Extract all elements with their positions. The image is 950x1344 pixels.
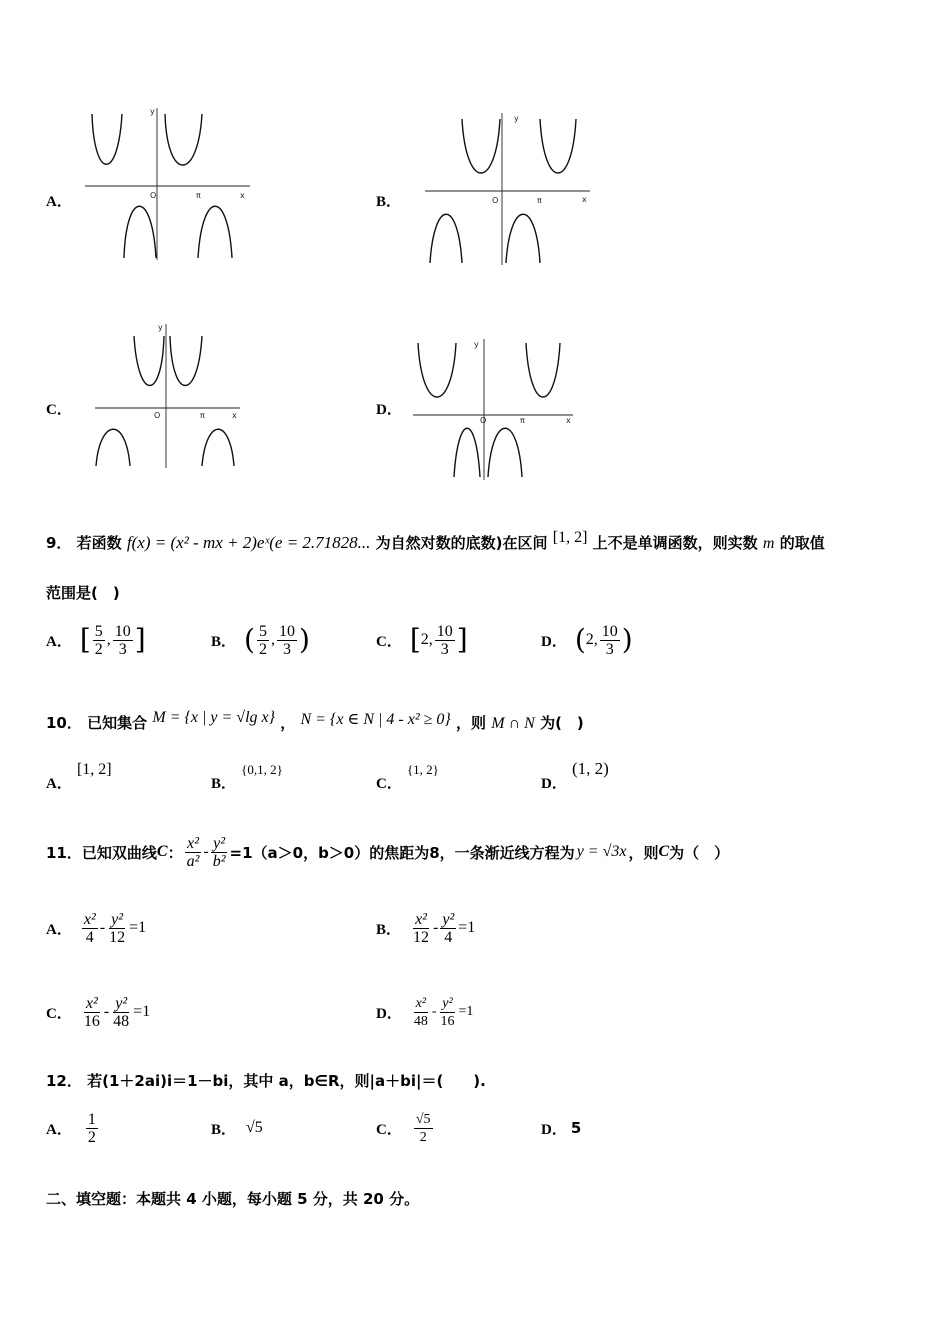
question-text: 若函数	[76, 534, 122, 552]
question-12	[46, 1070, 486, 1091]
origin-label: O	[150, 191, 157, 200]
q11-option-d: D． $\frac{\text{x²}}{48}$ - $\frac{\text{y²}}{16}$ =1	[376, 995, 474, 1029]
option-value: √5	[246, 1119, 263, 1136]
q10-option-c	[376, 758, 439, 792]
option-value: (1, 2)	[571, 759, 609, 778]
denominator: 12	[109, 928, 126, 946]
equals-one: =1	[458, 1004, 474, 1019]
graph-c	[90, 318, 250, 478]
option-value: [1, 2]	[76, 761, 112, 778]
q11-option-b: B． $\frac{\text{x²}}{12}$ - $\frac{\text{y²}}{4}$ =1	[376, 910, 476, 946]
question-text: ，则	[628, 843, 659, 862]
q9-option-b: B． ( $\frac{5}{2}$ , $\frac{10}{3}$ )	[211, 622, 310, 658]
q10-option-a	[46, 758, 112, 792]
numerator: x²	[85, 994, 98, 1012]
numerator: 10	[278, 622, 295, 640]
axis-y-label: y	[474, 340, 479, 349]
question-text: 为自然对数的底数)在区间	[375, 534, 548, 552]
option-label: D．	[541, 776, 567, 792]
numerator: y²	[115, 994, 128, 1012]
q10-option-d	[541, 758, 609, 792]
denominator: b²	[212, 852, 226, 870]
question-text: 已知双曲线	[81, 843, 157, 862]
q11-option-c: C． $\frac{\text{x²}}{16}$ - $\frac{\text{y²}}{48}$ =1	[46, 994, 151, 1030]
denominator: 48	[413, 1013, 428, 1029]
question-11: 11． 已知双曲线 C ： $\frac{\text{x²}}{\text{a²}}$ - $\frac{\text{y²}}{\text{b²}}$ =1（a＞0，b＞0）的焦距为8，一条渐近线方程为 y = √3x ，则 C 为（ ）	[46, 834, 730, 870]
option-value: {1, 2}	[406, 762, 439, 777]
numerator: 10	[436, 622, 453, 640]
q12-option-d	[541, 1104, 581, 1152]
denominator: a²	[186, 852, 200, 870]
punctuation: ，	[280, 714, 296, 732]
numerator: 10	[114, 622, 131, 640]
pi-label: π	[537, 196, 542, 205]
question-number: 12．	[46, 1072, 82, 1090]
question-number: 11．	[46, 843, 82, 862]
question-number: 9．	[46, 534, 72, 552]
denominator: 48	[113, 1012, 130, 1030]
axis-y-label: y	[158, 323, 163, 332]
option-label: C．	[376, 776, 402, 792]
numerator: 1	[87, 1110, 96, 1128]
option-a-label: A．	[46, 194, 72, 210]
denominator: 2	[94, 640, 103, 658]
denominator: 3	[282, 640, 291, 658]
option-value: {0,1, 2}	[241, 762, 283, 777]
denominator: 16	[83, 1012, 100, 1030]
numerator: y²	[442, 910, 455, 928]
bracket: [	[409, 623, 421, 656]
numerator: y²	[213, 834, 226, 852]
graph-b	[420, 105, 600, 275]
denominator: 16	[440, 1013, 455, 1029]
option-label: D．	[541, 633, 567, 650]
bracket: [	[79, 623, 91, 656]
section-heading: 二、填空题：本题共 4 小题，每小题 5 分，共 20 分。	[46, 1190, 420, 1208]
option-label: B．	[376, 921, 402, 938]
asymptote-expression: y = √3x	[576, 843, 627, 860]
option-label: A．	[46, 921, 72, 938]
numerator: 5	[258, 622, 267, 640]
bracket: ]	[134, 623, 146, 656]
option-label: A．	[46, 776, 72, 792]
question-number: 10．	[46, 714, 82, 732]
option-label: B．	[211, 776, 237, 792]
graph-d	[408, 335, 578, 485]
question-text: 为（ ）	[669, 843, 730, 862]
option-label: D．	[541, 1121, 567, 1138]
graph-a	[80, 100, 260, 270]
option-b-label: B．	[376, 194, 402, 210]
axis-x-label: x	[582, 195, 587, 204]
question-10	[46, 709, 584, 733]
numerator: √5	[415, 1111, 431, 1127]
variable: m	[762, 535, 775, 552]
option-label: C．	[376, 1121, 402, 1138]
option-label: B．	[211, 1121, 237, 1138]
question-text: ，则	[456, 714, 487, 732]
origin-label: O	[480, 416, 487, 425]
curve-name: C	[658, 843, 670, 860]
denominator: 2	[87, 1128, 96, 1146]
interval-expression: [1, 2]	[552, 529, 588, 546]
numerator: x²	[83, 910, 96, 928]
pi-label: π	[196, 191, 201, 200]
q12-option-a	[46, 1104, 100, 1152]
q9-option-d	[541, 615, 633, 665]
numerator: x²	[415, 995, 427, 1011]
option-label: C．	[376, 633, 402, 650]
q12-option-c	[376, 1104, 435, 1152]
option-value: 5	[570, 1119, 582, 1137]
option-label: B．	[211, 633, 237, 650]
option-c-label: C．	[46, 402, 72, 418]
set-n-expression: N = {x ∈ N | 4 - x² ≥ 0}	[300, 711, 451, 728]
question-text: 已知集合	[87, 714, 148, 732]
axis-x-label: x	[566, 416, 571, 425]
q11-option-a: A． $\frac{\text{x²}}{4}$ - $\frac{\text{y²}}{12}$ =1	[46, 910, 147, 946]
numerator: x²	[415, 910, 427, 928]
question-text: 上不是单调函数，则实数	[592, 534, 758, 552]
option-d-label: D．	[376, 402, 402, 418]
q9-option-c	[376, 615, 468, 665]
value: 2,	[420, 631, 433, 648]
bracket: (	[574, 623, 586, 656]
denominator: 4	[85, 928, 94, 946]
equals-one: =1	[458, 919, 476, 936]
value: 2,	[585, 631, 598, 648]
denominator: 3	[440, 640, 449, 658]
q10-option-b	[211, 758, 283, 792]
numerator: 5	[94, 622, 103, 640]
numerator: x²	[187, 834, 199, 852]
curve-name: C	[156, 843, 168, 860]
question-text: =1（a＞0，b＞0）的焦距为8，一条渐近线方程为	[229, 843, 575, 862]
denominator: 2	[419, 1129, 427, 1145]
bracket: ]	[456, 623, 468, 656]
denominator: 12	[413, 928, 430, 946]
origin-label: O	[154, 411, 161, 420]
question-9	[46, 529, 825, 553]
bracket: )	[621, 623, 633, 656]
question-9-line2: 范围是( )	[46, 584, 120, 602]
q12-option-b	[211, 1104, 263, 1152]
pi-label: π	[200, 411, 205, 420]
equals-one: =1	[129, 919, 147, 936]
denominator: 3	[605, 640, 614, 658]
numerator: 10	[601, 622, 618, 640]
equals-one: =1	[133, 1003, 151, 1020]
numerator: y²	[442, 995, 453, 1011]
denominator: 2	[258, 640, 267, 658]
intersection-expression: M ∩ N	[491, 715, 535, 732]
option-label: C．	[46, 1005, 72, 1022]
q9-option-a: A． [ $\frac{5}{2}$ , $\frac{10}{3}$ ]	[46, 622, 146, 658]
origin-label: O	[492, 196, 499, 205]
axis-y-label: y	[514, 114, 519, 123]
denominator: 4	[444, 928, 453, 946]
question-text: 若(1＋2ai)i＝1－bi，其中 a，b∈R，则|a＋bi|＝( ).	[87, 1072, 486, 1090]
option-label: D．	[376, 1005, 402, 1022]
bracket: )	[298, 623, 310, 656]
option-label: A．	[46, 1121, 72, 1138]
axis-y-label: y	[150, 107, 155, 116]
pi-label: π	[520, 416, 525, 425]
bracket: (	[244, 623, 255, 656]
numerator: y²	[111, 910, 124, 928]
axis-x-label: x	[240, 191, 245, 200]
denominator: 3	[118, 640, 127, 658]
function-expression: f(x) = (x² - mx + 2)eˣ(e = 2.71828...	[126, 533, 371, 552]
question-text: 的取值	[779, 534, 825, 552]
axis-x-label: x	[232, 411, 237, 420]
question-text: 为( )	[540, 714, 584, 732]
option-label: A．	[46, 633, 72, 650]
punctuation: ：	[167, 843, 183, 862]
set-m-expression: M = {x | y = √lg x}	[152, 709, 276, 726]
